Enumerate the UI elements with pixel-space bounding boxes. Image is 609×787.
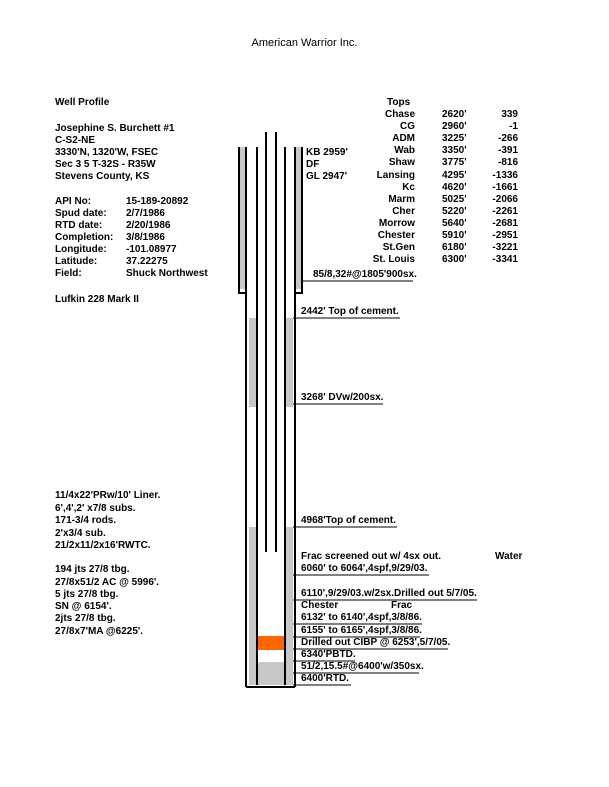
tops-depth: 5640' (442, 217, 467, 229)
info-label-latitude: Latitude: (55, 256, 98, 267)
tops-depth: 6300' (442, 254, 467, 266)
tops-datum: -2951 (492, 230, 518, 241)
elevation-gl: GL 2947' (306, 171, 348, 182)
info-label-longitude: Longitude: (55, 244, 107, 255)
dv-tool-label: 3268' DVw/200sx. (301, 392, 384, 403)
tops-datum: -1 (509, 121, 518, 133)
downhole-item: SN @ 6154'. (55, 601, 112, 612)
pbtd-cement-plug (257, 662, 285, 685)
tops-depth: 5025' (442, 193, 467, 205)
info-value-field: Shuck Northwest (126, 268, 208, 279)
downhole-item: 171-3/4 rods. (55, 515, 117, 526)
tops-datum: -266 (497, 133, 518, 145)
info-value-api: 15-189-20892 (126, 196, 189, 207)
frac-label: Frac (391, 600, 413, 611)
downhole-item: 194 jts 27/8 tbg. (55, 564, 130, 575)
tops-datum: -3221 (492, 242, 518, 254)
cement-left-lower (249, 527, 256, 685)
downhole-item: 5 jts 27/8 tbg. (55, 589, 119, 600)
downhole-item: 6',4',2' x7/8 subs. (55, 503, 136, 514)
tops-datum: -2066 (492, 193, 518, 205)
perf-4-label: 6155' to 6165',4spf,3/8/86. (301, 625, 422, 636)
tops-formation-name: Cher (392, 205, 415, 217)
tops-depth: 5910' (442, 230, 467, 241)
well-name: Josephine S. Burchett #1 (55, 123, 175, 134)
info-label-rtd: RTD date: (55, 220, 103, 231)
tops-header: Tops (387, 97, 411, 108)
perf-2-label: 6110',9/29/03.w/2sx.Drilled out 5/7/05. (301, 588, 477, 599)
well-spot: C-S2-NE (55, 135, 96, 146)
tops-depth: 2960' (442, 121, 467, 133)
downhole-item: 2jts 27/8 tbg. (55, 613, 116, 624)
tops-formation-name: St. Louis (372, 254, 415, 266)
tops-formation-name: Kc (402, 181, 415, 193)
cibp-label: Drilled out CIBP @ 6253',5/7/05. (301, 637, 451, 648)
tops-datum: -2261 (492, 205, 518, 217)
chester-label: Chester (301, 600, 339, 611)
tops-depth: 3350' (442, 145, 467, 157)
elevation-kb: KB 2959' (306, 147, 348, 158)
info-value-rtd: 2/20/1986 (126, 220, 171, 231)
frac-screened-label: Frac screened out w/ 4sx out. (301, 551, 442, 562)
downhole-item: 2'x3/4 sub. (55, 528, 106, 539)
tops-depth: 6180' (442, 242, 467, 254)
well-location: Sec 3 5 T-32S - R35W (55, 159, 156, 170)
tops-depth: 4295' (442, 169, 467, 181)
tops-formation-name: Shaw (388, 157, 415, 169)
cement-right-lower (286, 527, 293, 685)
perf-3-label: 6132' to 6140',4spf,3/8/86. (301, 612, 422, 623)
cibp-plug (257, 636, 285, 650)
surface-casing-cement-left (239, 147, 246, 289)
tops-formation-name: Lansing (376, 169, 415, 181)
tops-datum: 339 (501, 109, 518, 120)
tops-formation-name: St.Gen (382, 242, 415, 254)
tops-formation-name: Wab (394, 145, 415, 157)
tops-depth: 3775' (442, 157, 467, 169)
rtd-label: 6400'RTD. (301, 673, 349, 684)
top-cement-1-label: 2442' Top of cement. (301, 306, 399, 317)
info-value-completion: 3/8/1986 (126, 232, 165, 243)
company-name: American Warrior Inc. (251, 37, 358, 49)
tops-depth: 2620' (442, 109, 467, 120)
pbtd-label: 6340'PBTD. (301, 649, 356, 660)
info-value-latitude: 37.22275 (126, 256, 168, 267)
water-label: Water (495, 551, 523, 562)
downhole-item: 21/2x11/2x16'RWTC. (55, 540, 151, 551)
info-label-api: API No: (55, 196, 92, 207)
tops-depth: 5220' (442, 205, 467, 217)
tops-datum: -1661 (492, 181, 518, 193)
downhole-item: 27/8x51/2 AC @ 5996'. (55, 577, 160, 588)
cement-left-upper (249, 318, 256, 407)
surface-casing-cement-right (295, 147, 302, 289)
tops-formation-name: CG (400, 121, 415, 133)
tops-formation-name: Chester (377, 230, 415, 241)
info-label-completion: Completion: (55, 232, 114, 243)
tops-formation-name: ADM (392, 133, 415, 145)
production-casing-label: 51/2,15.5#@6400'w/350sx. (301, 661, 424, 672)
info-value-longitude: -101.08977 (126, 244, 177, 255)
info-label-field: Field: (55, 268, 82, 279)
surface-casing-label: 85/8,32#@1805'900sx. (313, 269, 417, 280)
tops-datum: -2681 (492, 217, 518, 229)
tops-datum: -816 (497, 157, 518, 169)
cement-right-upper (286, 318, 293, 407)
tops-datum: -391 (497, 145, 518, 157)
top-cement-2-label: 4968'Top of cement. (301, 515, 396, 526)
downhole-item: 11/4x22'PRw/10' Liner. (55, 490, 161, 501)
tops-datum: -1336 (492, 169, 518, 181)
tops-depth: 4620' (442, 181, 467, 193)
perf-1-label: 6060' to 6064',4spf,9/29/03. (301, 563, 428, 574)
info-label-spud: Spud date: (55, 208, 107, 219)
well-profile-title: Well Profile (55, 97, 110, 108)
pump-unit: Lufkin 228 Mark II (55, 294, 139, 305)
tops-formation-name: Morrow (378, 217, 415, 229)
tops-depth: 3225' (442, 133, 467, 145)
tops-formation-name: Chase (384, 109, 415, 120)
elevation-df: DF (306, 159, 320, 170)
well-county: Stevens County, KS (55, 171, 150, 182)
info-value-spud: 2/7/1986 (126, 208, 165, 219)
tops-formation-name: Marm (388, 193, 415, 205)
well-footage: 3330'N, 1320'W, FSEC (55, 147, 159, 158)
tops-datum: -3341 (492, 254, 518, 266)
downhole-item: 27/8x7'MA @6225'. (55, 626, 144, 637)
